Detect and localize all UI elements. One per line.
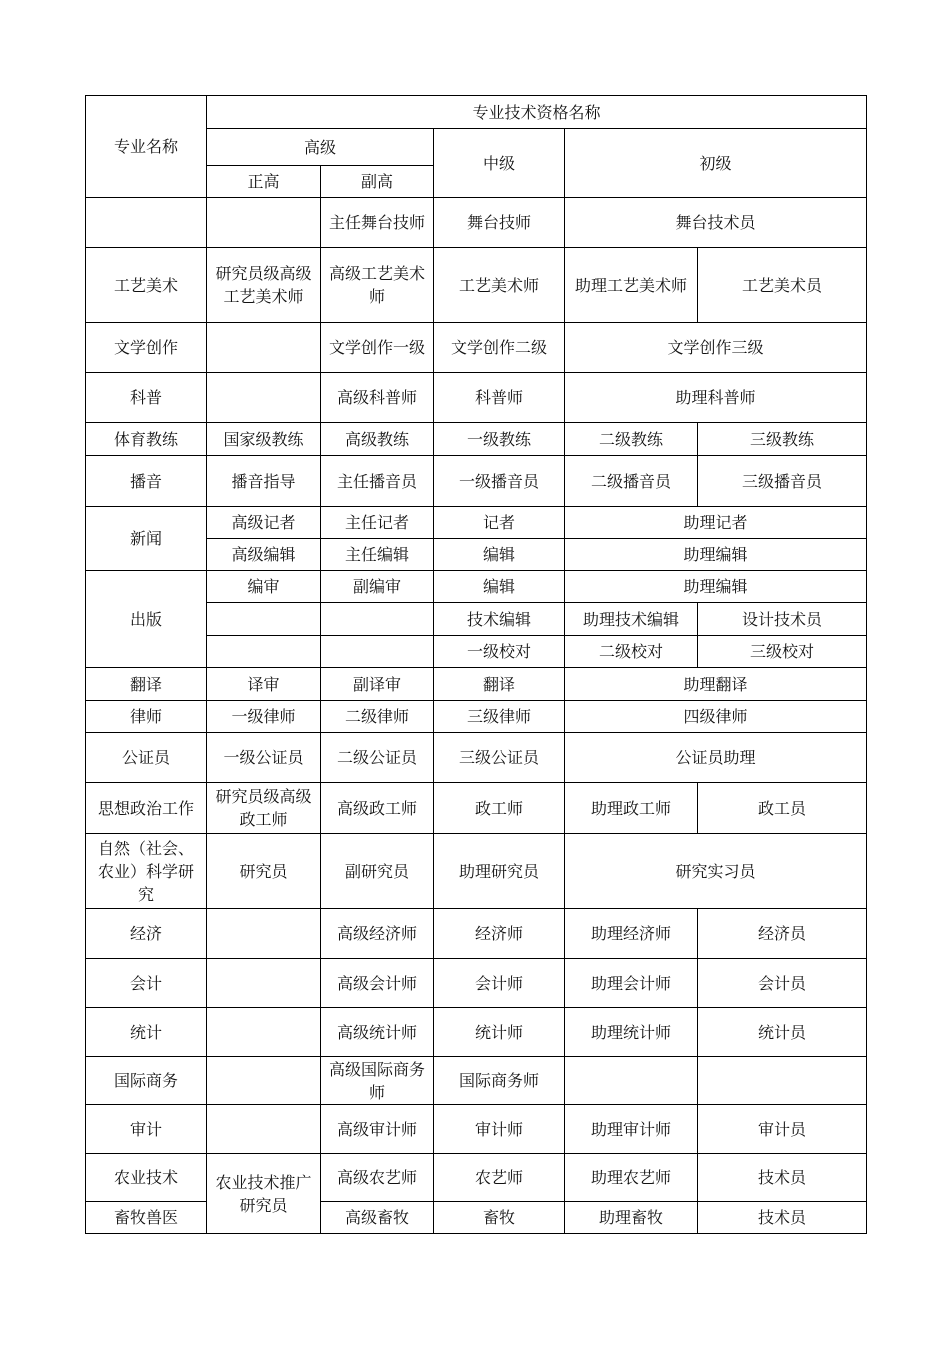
cell-junior-1: 助理政工师: [565, 783, 698, 834]
cell-senior: 国家级教练: [207, 423, 321, 456]
cell-deputy: 副研究员: [321, 834, 434, 909]
cell-junior-2: 三级播音员: [698, 456, 867, 507]
cell-mid: 一级校对: [434, 636, 565, 668]
cell-deputy: 副编审: [321, 571, 434, 603]
table-row: [86, 1202, 867, 1234]
cell-senior: [207, 198, 321, 248]
cell-major: [86, 198, 207, 248]
cell-mid: 国际商务师: [434, 1057, 565, 1105]
table-row: [86, 701, 867, 733]
cell-junior: 助理翻译: [565, 668, 867, 701]
cell-senior: [207, 1105, 321, 1154]
header-junior-level: 初级: [565, 129, 867, 198]
cell-deputy: 高级科普师: [321, 373, 434, 423]
cell-deputy: 二级公证员: [321, 733, 434, 783]
cell-mid: 助理研究员: [434, 834, 565, 909]
cell-junior-2: 三级校对: [698, 636, 867, 668]
cell-mid: 文学创作二级: [434, 323, 565, 373]
table-row: [86, 1154, 867, 1202]
cell-deputy: 副译审: [321, 668, 434, 701]
cell-mid: 统计师: [434, 1008, 565, 1057]
cell-junior-1: 二级教练: [565, 423, 698, 456]
cell-junior: 四级律师: [565, 701, 867, 733]
cell-senior: [207, 323, 321, 373]
cell-junior-1: 助理会计师: [565, 959, 698, 1008]
table-row: [86, 909, 867, 959]
cell-major: 播音: [86, 456, 207, 507]
cell-junior-1: 助理经济师: [565, 909, 698, 959]
table-row: [86, 783, 867, 834]
table-row: [86, 733, 867, 783]
table-row: [86, 456, 867, 507]
cell-junior-1: 二级播音员: [565, 456, 698, 507]
table-row: [86, 571, 867, 603]
cell-junior-1: [565, 1057, 698, 1105]
cell-senior: 研究员: [207, 834, 321, 909]
cell-senior: 研究员级高级政工师: [207, 783, 321, 834]
cell-junior-2: 统计员: [698, 1008, 867, 1057]
cell-deputy: 高级畜牧: [321, 1202, 434, 1234]
header-mid-level: 中级: [434, 129, 565, 198]
cell-deputy: 主任舞台技师: [321, 198, 434, 248]
cell-mid: 畜牧: [434, 1202, 565, 1234]
cell-major: 畜牧兽医: [86, 1202, 207, 1234]
cell-major: 体育教练: [86, 423, 207, 456]
header-qualification-name: 专业技术资格名称: [207, 96, 867, 129]
cell-junior: 研究实习员: [565, 834, 867, 909]
cell-junior-1: 助理技术编辑: [565, 603, 698, 636]
cell-major: 律师: [86, 701, 207, 733]
cell-major: 自然（社会、农业）科学研究: [86, 834, 207, 909]
cell-senior: [207, 603, 321, 636]
cell-major: 思想政治工作: [86, 783, 207, 834]
cell-mid: 舞台技师: [434, 198, 565, 248]
cell-major: 经济: [86, 909, 207, 959]
cell-mid: 技术编辑: [434, 603, 565, 636]
cell-major: 翻译: [86, 668, 207, 701]
cell-deputy: 高级工艺美术师: [321, 248, 434, 323]
cell-junior-2: 会计员: [698, 959, 867, 1008]
cell-mid: 一级教练: [434, 423, 565, 456]
cell-junior-1: 助理工艺美术师: [565, 248, 698, 323]
cell-senior: 高级编辑: [207, 539, 321, 571]
cell-senior: 编审: [207, 571, 321, 603]
cell-mid: 编辑: [434, 571, 565, 603]
cell-major: 国际商务: [86, 1057, 207, 1105]
cell-major: 会计: [86, 959, 207, 1008]
cell-junior-2: 技术员: [698, 1154, 867, 1202]
cell-mid: 农艺师: [434, 1154, 565, 1202]
cell-deputy: [321, 603, 434, 636]
cell-senior: 农业技术推广研究员: [207, 1154, 321, 1234]
cell-deputy: 高级国际商务师: [321, 1057, 434, 1105]
cell-deputy: 高级统计师: [321, 1008, 434, 1057]
cell-junior-2: 三级教练: [698, 423, 867, 456]
cell-major: 审计: [86, 1105, 207, 1154]
cell-major: 统计: [86, 1008, 207, 1057]
cell-deputy: 高级教练: [321, 423, 434, 456]
cell-deputy: 高级政工师: [321, 783, 434, 834]
cell-deputy: 高级经济师: [321, 909, 434, 959]
cell-mid: 翻译: [434, 668, 565, 701]
table-row: [86, 1105, 867, 1154]
cell-junior-2: 技术员: [698, 1202, 867, 1234]
cell-mid: 一级播音员: [434, 456, 565, 507]
cell-senior: [207, 959, 321, 1008]
cell-mid: 编辑: [434, 539, 565, 571]
cell-deputy: 主任播音员: [321, 456, 434, 507]
cell-deputy: 高级审计师: [321, 1105, 434, 1154]
cell-junior-2: 设计技术员: [698, 603, 867, 636]
cell-mid: 三级公证员: [434, 733, 565, 783]
cell-mid: 科普师: [434, 373, 565, 423]
cell-major: 公证员: [86, 733, 207, 783]
cell-junior: 公证员助理: [565, 733, 867, 783]
cell-deputy: 主任记者: [321, 507, 434, 539]
header-senior: 正高: [207, 166, 321, 198]
cell-senior: [207, 1008, 321, 1057]
table-row: [86, 323, 867, 373]
cell-junior: 助理编辑: [565, 571, 867, 603]
table-row: [86, 834, 867, 909]
cell-mid: 经济师: [434, 909, 565, 959]
cell-major: 新闻: [86, 507, 207, 571]
cell-senior: [207, 636, 321, 668]
cell-senior: [207, 1057, 321, 1105]
cell-mid: 三级律师: [434, 701, 565, 733]
cell-junior-2: 审计员: [698, 1105, 867, 1154]
cell-junior-2: [698, 1057, 867, 1105]
cell-senior: 一级律师: [207, 701, 321, 733]
header-deputy-senior: 副高: [321, 166, 434, 198]
cell-senior: 一级公证员: [207, 733, 321, 783]
cell-deputy: [321, 636, 434, 668]
cell-senior: 译审: [207, 668, 321, 701]
cell-mid: 政工师: [434, 783, 565, 834]
cell-junior: 舞台技术员: [565, 198, 867, 248]
cell-deputy: 高级会计师: [321, 959, 434, 1008]
header-major-name: 专业名称: [86, 96, 207, 198]
cell-major: 工艺美术: [86, 248, 207, 323]
cell-major: 文学创作: [86, 323, 207, 373]
cell-senior: 研究员级高级工艺美术师: [207, 248, 321, 323]
cell-senior: 高级记者: [207, 507, 321, 539]
table-row: [86, 248, 867, 323]
cell-junior-1: 助理审计师: [565, 1105, 698, 1154]
cell-junior: 助理编辑: [565, 539, 867, 571]
table-row: [86, 1008, 867, 1057]
cell-deputy: 文学创作一级: [321, 323, 434, 373]
cell-major: 农业技术: [86, 1154, 207, 1202]
table-row: [86, 198, 867, 248]
cell-junior-1: 助理农艺师: [565, 1154, 698, 1202]
cell-senior: [207, 909, 321, 959]
cell-junior: 助理科普师: [565, 373, 867, 423]
cell-junior-2: 政工员: [698, 783, 867, 834]
cell-junior: 助理记者: [565, 507, 867, 539]
cell-junior: 文学创作三级: [565, 323, 867, 373]
cell-junior-1: 助理统计师: [565, 1008, 698, 1057]
table-row: [86, 668, 867, 701]
table-row: [86, 373, 867, 423]
qualification-table: [85, 95, 867, 1234]
table-row: [86, 1057, 867, 1105]
cell-junior-1: 二级校对: [565, 636, 698, 668]
cell-junior-2: 工艺美术员: [698, 248, 867, 323]
table-row: [86, 507, 867, 539]
header-high-level: 高级: [207, 129, 434, 166]
table-row: [86, 423, 867, 456]
cell-deputy: 主任编辑: [321, 539, 434, 571]
cell-mid: 工艺美术师: [434, 248, 565, 323]
cell-major: 出版: [86, 571, 207, 668]
table-row: [86, 959, 867, 1008]
cell-mid: 记者: [434, 507, 565, 539]
cell-major: 科普: [86, 373, 207, 423]
cell-deputy: 高级农艺师: [321, 1154, 434, 1202]
cell-junior-2: 经济员: [698, 909, 867, 959]
cell-deputy: 二级律师: [321, 701, 434, 733]
cell-mid: 审计师: [434, 1105, 565, 1154]
cell-junior-1: 助理畜牧: [565, 1202, 698, 1234]
cell-senior: [207, 373, 321, 423]
cell-senior: 播音指导: [207, 456, 321, 507]
cell-mid: 会计师: [434, 959, 565, 1008]
